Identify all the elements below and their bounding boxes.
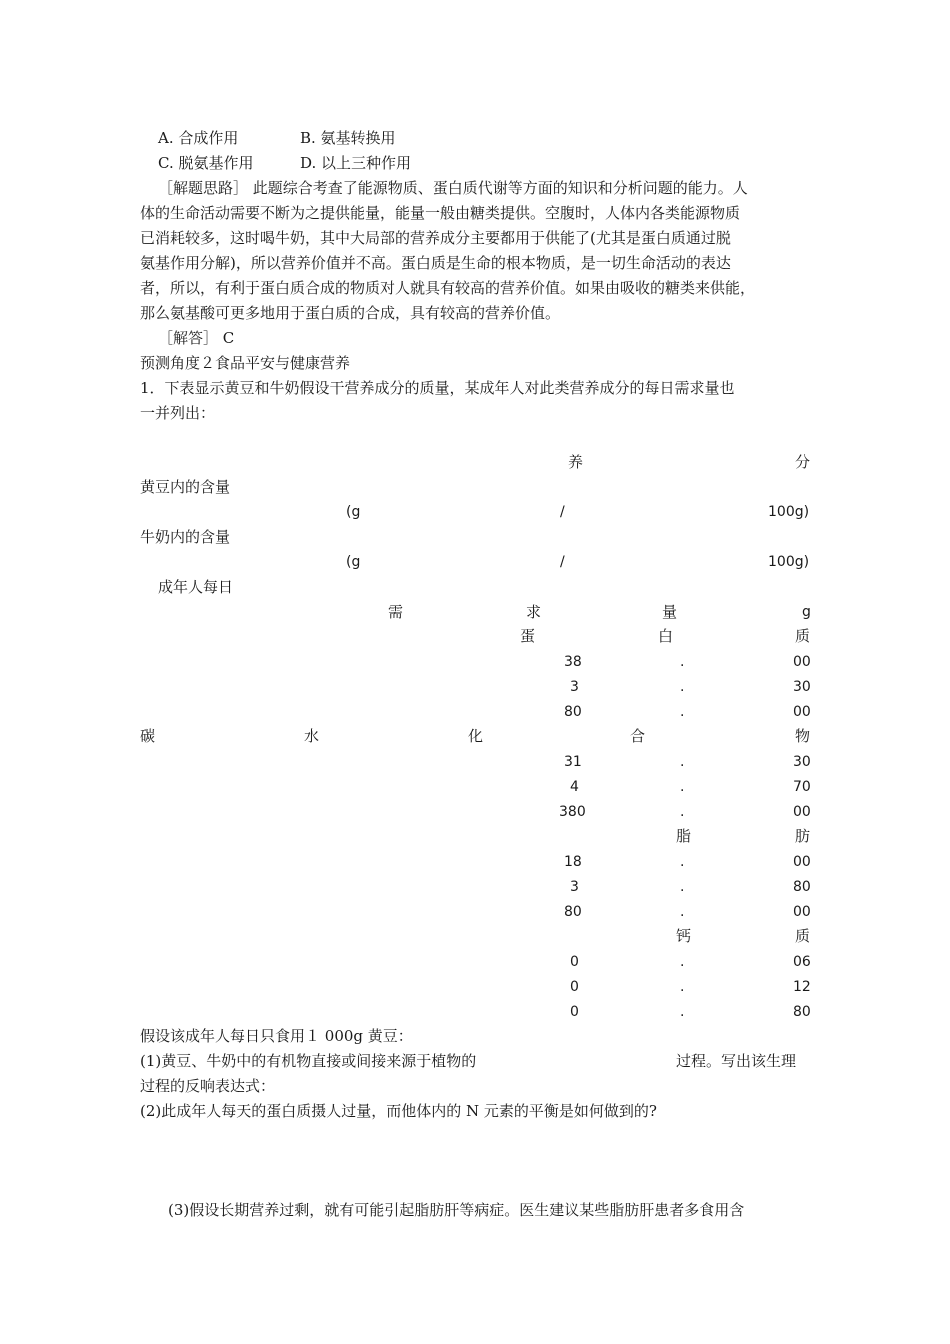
carb-char: 水	[304, 727, 320, 745]
value-dot: .	[680, 854, 685, 870]
value-int: 4	[570, 779, 579, 795]
option-a: A. 合成作用	[158, 129, 239, 147]
value-dec: 70	[793, 779, 811, 795]
value-dec: 30	[793, 679, 811, 695]
value-dec: 12	[793, 979, 811, 995]
value-dot: .	[680, 954, 685, 970]
soy-label: 黄豆内的含量	[140, 478, 231, 496]
value-int: 80	[564, 704, 582, 720]
protein-char: 蛋	[520, 627, 536, 645]
value-int: 38	[564, 654, 582, 670]
analysis-line: 氨基作用分解)，所以营养价值并不高。蛋白质是生命的根本物质，是一切生命活动的表达	[140, 254, 731, 272]
unit-open: (g	[346, 504, 361, 520]
value-dec: 80	[793, 1004, 811, 1020]
value-dec: 06	[793, 954, 811, 970]
value-dot: .	[680, 1004, 685, 1020]
value-int: 31	[564, 754, 582, 770]
value-dot: .	[680, 904, 685, 920]
need-char: 量	[662, 603, 678, 621]
header-yang: 养	[568, 453, 584, 471]
unit-open: (g	[346, 554, 361, 570]
question-3: (3)假设长期营养过剩，就有可能引起脂肪肝等病症。医生建议某些脂肪肝患者多食用含	[168, 1201, 745, 1219]
analysis-line: 已消耗较多，这时喝牛奶，其中大局部的营养成分主要都用于供能了(尤其是蛋白质通过脱	[140, 229, 731, 247]
value-int: 0	[570, 954, 579, 970]
value-int: 0	[570, 1004, 579, 1020]
fat-char: 肪	[795, 827, 811, 845]
fat-char: 脂	[676, 827, 692, 845]
question-2: (2)此成年人每天的蛋白质摄人过量，而他体内的 N 元素的平衡是如何做到的?	[140, 1102, 657, 1120]
value-int: 0	[570, 979, 579, 995]
analysis-line: 者，所以，有利于蛋白质合成的物质对人就具有较高的营养价值。如果由吸收的糖类来供能，	[140, 279, 756, 297]
calcium-char: 钙	[676, 927, 692, 945]
header-fen: 分	[795, 453, 811, 471]
value-int: 3	[570, 679, 579, 695]
option-d: D. 以上三种作用	[300, 154, 412, 172]
value-dot: .	[680, 704, 685, 720]
question-1: 一并列出：	[140, 404, 216, 422]
analysis-line: 那么氨基酸可更多地用于蛋白质的合成，具有较高的营养价值。	[140, 304, 561, 322]
value-int: 380	[559, 804, 586, 820]
value-dot: .	[680, 879, 685, 895]
value-dot: .	[680, 679, 685, 695]
protein-char: 质	[795, 627, 811, 645]
carb-char: 化	[468, 727, 484, 745]
protein-char: 白	[658, 627, 674, 645]
carb-char: 碳	[140, 727, 156, 745]
value-dot: .	[680, 754, 685, 770]
value-dot: .	[680, 804, 685, 820]
need-unit: g	[802, 604, 811, 620]
unit-slash: /	[560, 554, 565, 570]
value-dot: .	[680, 654, 685, 670]
value-int: 3	[570, 879, 579, 895]
question-1-part-2: 过程。写出该生理	[676, 1052, 797, 1070]
answer: ［解答］ C	[158, 329, 235, 347]
value-dec: 30	[793, 754, 811, 770]
unit-slash: /	[560, 504, 565, 520]
section-title: 预测角度２食品平安与健康营养	[140, 354, 351, 372]
analysis-line: ［解题思路］ 此题综合考查了能源物质、蛋白质代谢等方面的知识和分析问题的能力。人	[158, 179, 748, 197]
option-c: C. 脱氨基作用	[158, 154, 254, 172]
option-b: B. 氨基转换用	[300, 129, 396, 147]
need-char: 求	[526, 603, 542, 621]
unit-close: 100g)	[768, 504, 810, 520]
question-1: 1．下表显示黄豆和牛奶假设干营养成分的质量，某成年人对此类营养成分的每日需求量也	[140, 379, 735, 397]
need-char: 需	[388, 603, 404, 621]
value-dec: 00	[793, 804, 811, 820]
value-dot: .	[680, 779, 685, 795]
value-dec: 00	[793, 704, 811, 720]
analysis-line: 体的生命活动需要不断为之提供能量，能量一般由糖类提供。空腹时，人体内各类能源物质	[140, 204, 741, 222]
assumption: 假设该成年人每日只食用１ 000g 黄豆：	[140, 1027, 413, 1045]
calcium-char: 质	[795, 927, 811, 945]
unit-close: 100g)	[768, 554, 810, 570]
value-int: 18	[564, 854, 582, 870]
carb-char: 物	[795, 727, 811, 745]
adult-label: 成年人每日	[158, 578, 234, 596]
carb-char: 合	[630, 727, 646, 745]
milk-label: 牛奶内的含量	[140, 528, 231, 546]
value-dec: 00	[793, 904, 811, 920]
value-dec: 80	[793, 879, 811, 895]
value-int: 80	[564, 904, 582, 920]
question-1-part-1: (1)黄豆、牛奶中的有机物直接或间接来源于植物的	[140, 1052, 477, 1070]
question-1-line-2: 过程的反响表达式：	[140, 1077, 276, 1095]
value-dec: 00	[793, 654, 811, 670]
value-dec: 00	[793, 854, 811, 870]
value-dot: .	[680, 979, 685, 995]
